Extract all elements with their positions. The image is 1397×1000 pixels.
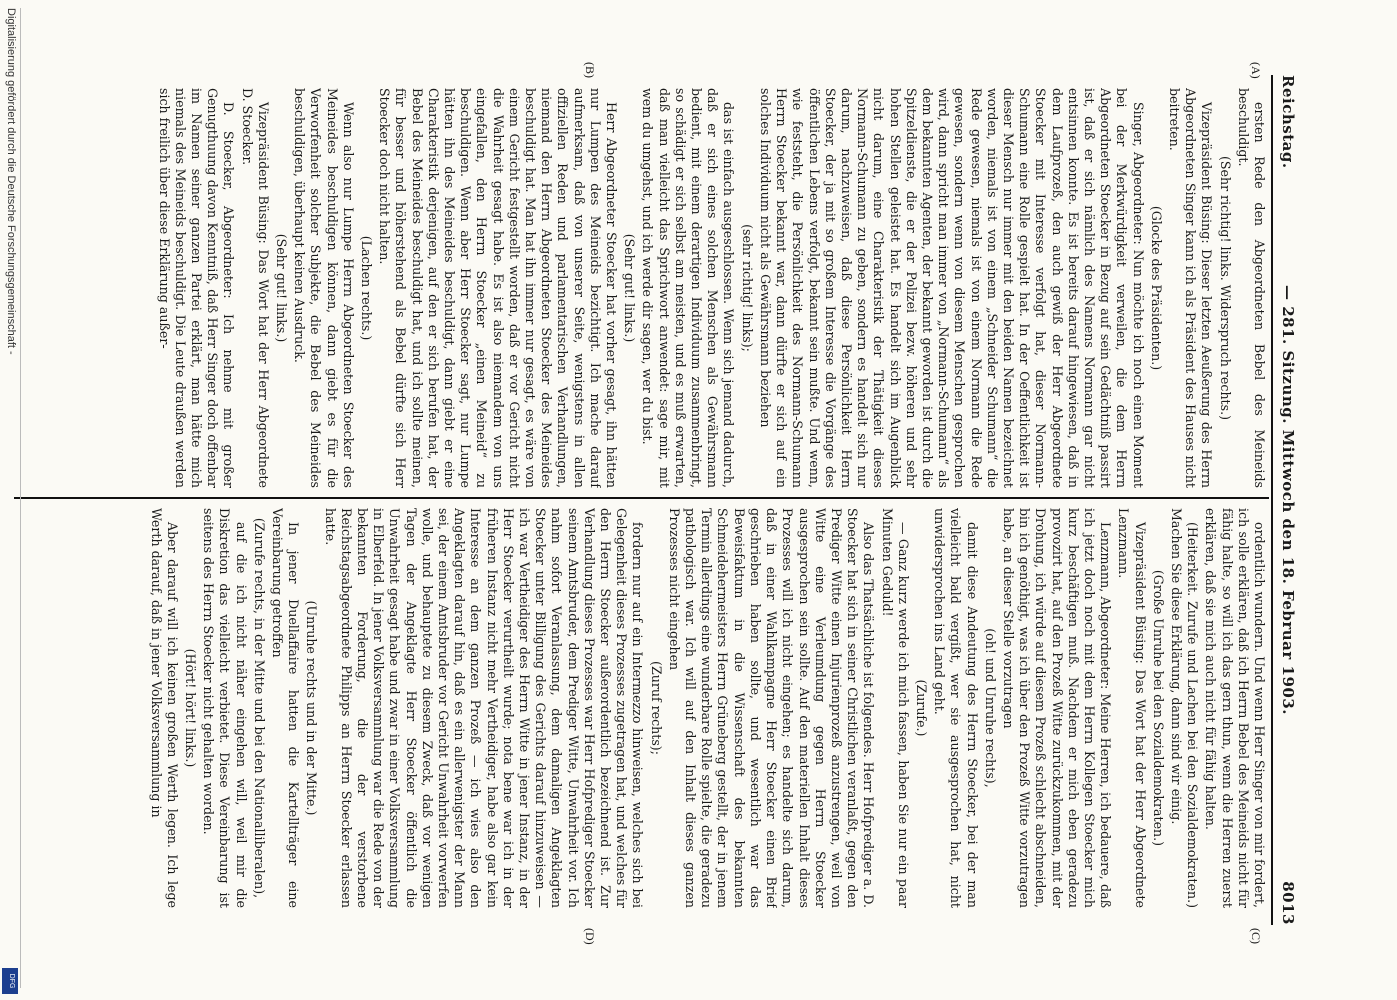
right-column-paragraph: (Zuruf rechts); bbox=[648, 661, 664, 755]
margin-mark-c: (C) bbox=[1249, 928, 1263, 944]
right-column bbox=[27, 508, 1267, 908]
left-column-paragraph: Wenn also nur Lumpe Herrn Abgeordneten Stoecker des Meineides beschuldigen können, dann giebt es für die Verworfenheit solcher Subjekte, die Bebel des Meineides beschuldigen, überhaupt keinen Ausdruck. bbox=[292, 88, 356, 488]
left-column-paragraph: Vizepräsident Büsing: Dieser letzten Aeußerung des Herrn Abgeordneten Singer kann ich als Präsident des Hauses nicht beitreten. bbox=[1166, 88, 1215, 488]
left-column-paragraph: (Sehr richtig! links. Widerspruch rechts.) bbox=[1217, 155, 1233, 420]
header-publication: Reichstag. bbox=[1279, 75, 1297, 169]
right-column-paragraph: Aber darauf will ich keinen großen Werth legen. Ich lege Werth darauf, daß in jener Volksversammlung in bbox=[148, 508, 180, 908]
left-column-paragraph: das ist einfach ausgeschlossen. Wenn sich jemand dadurch, daß er sich eines solchen Menschen als Gewährsmann bedient, mit einem derartigen Individuum zusammenbringt, so schädigt er sich selbst am meisten, und es muß erwarten, daß man vielleicht das Sprichwort anwendet: sage mir, mit wem du umgehst, und ich werde dir sagen, wer du bist. bbox=[640, 88, 737, 488]
margin-mark-b: (B) bbox=[583, 62, 597, 78]
header-rule bbox=[1271, 75, 1273, 925]
left-column-paragraph: (Lachen rechts.) bbox=[359, 235, 375, 341]
right-column-paragraph: (Unruhe rechts und in der Mitte.) bbox=[304, 600, 320, 816]
left-column-paragraph: D. Stoecker, Abgeordneter: Ich nehme mit großer Genugthuung davon Kenntniß, daß Herr Singer doch offenbar im Namen seiner ganzen Partei erklärt, man hätte mich niemals des Meineids beschuldigt. Die Leute draußen werden sich freilich über diese Erklärung außer- bbox=[156, 88, 237, 488]
dfg-logo-label: DFG bbox=[8, 973, 15, 989]
left-column-paragraph: (Sehr gut! links.) bbox=[622, 233, 638, 343]
left-column-paragraph: ersten Rede den Abgeordneten Bebel des Meineids beschuldigt. bbox=[1235, 88, 1267, 488]
right-column-paragraph: Vizepräsident Büsing: Das Wort hat der Herr Abgeordnete Lenzmann. bbox=[1116, 508, 1148, 908]
dfg-logo bbox=[2, 968, 18, 994]
left-column-paragraph: Vizepräsident Büsing: Das Wort hat der Herr Abgeordnete D. Stoecker. bbox=[239, 88, 271, 488]
right-column-paragraph: Lenzmann, Abgeordneter: Meine Herren, ich bedauere, daß ich jetzt doch noch mit dem Herrn Kollegen Stoecker mich kurz beschäftigen muß. Nachdem er mich eben geradezu provozirt hat, auf den Prozeß Witte zurückzukommen, mit der Drohung, ich würde auf diesem Prozeß schlecht abschneiden, bin ich genöthigt, was ich über den Prozeß Witte vorzutragen habe, an dieser Stelle vorzutragen bbox=[1000, 508, 1114, 908]
right-column-paragraph: (Zurufe.) bbox=[913, 679, 929, 737]
right-column-paragraph: (oh! und Unruhe rechts), bbox=[982, 628, 998, 788]
right-column-paragraph: (Zurufe rechts, in der Mitte und bei den Nationalliberalen), bbox=[251, 517, 267, 899]
header-page-number: 8013 bbox=[1279, 881, 1297, 925]
right-column-paragraph: (Große Unruhe bei den Sozialdemokraten.) bbox=[1150, 569, 1166, 847]
left-column-paragraph: Singer, Abgeordneter: Nun möchte ich noch einen Moment bei der Merkwürdigkeit verweilen, die dem Herrn Abgeordneten Stoecker in Bezug auf sein Gedächtniß passirt ist, daß er sich nämlich des Namens Normann gar nicht entsinnen konnte. Es ist bereits darauf hingewiesen, daß in dem Laufprozeß, den auch gewiß der Herr Abgeordnete Stoecker mit Interesse verfolgt hat, dieser Normann-Schumann eine Rolle gespielt hat. In der Oeffentlichkeit ist dieser Mensch nur immer mit den beiden Namen bezeichnet worden, niemals ist von einem „Schneider Schumann“ die Rede gewesen, niemals ist von einem Normann die Rede gewesen, sondern wenn von diesem Menschen gesprochen wird, dann spricht man immer von „Normann-Schumann“ als dem bekannten Agenten, der bekannt geworden ist durch die Spitzeldienste, die er der Polizei bezw. höheren und sehr hohen Stellen geleistet hat. Es handelt sich im Augenblick nicht darum, eine Charakteristik der Thätigkeit dieses Normann-Schumann zu geben, sondern es handelt sich nur darum, nachzuweisen, daß diese Persönlichkeit Herrn Stoecker, der ja mit so großem Interesse die Vorgänge des öffentlichen Lebens verfolgt, bekannt sein mußte. Und wenn, wie feststeht, die Persönlichkeit des Normann-Schumann Herrn Stoecker bekannt war, dann dürfte er sich auf ein solches Individuum nicht als Gewährsmann beziehen bbox=[757, 88, 1146, 488]
right-column-paragraph: In jener Duellaffaire hatten die Kartellträger eine Vereinbarung getroffen bbox=[270, 508, 302, 908]
margin-mark-d: (D) bbox=[583, 928, 597, 945]
right-column-paragraph: ordentlich wundern. Und wenn Herr Singer von mir fordert, ich solle erklären, daß ich Herrn Bebel des Meineids nicht für fähig halte, so will ich das gern thun, wenn die Herren zuerst erklären, daß sie mich auch nicht für fähig halten. bbox=[1203, 508, 1267, 908]
column-divider bbox=[14, 497, 1269, 499]
left-column-paragraph: (sehr richtig! links); bbox=[739, 224, 755, 352]
page-header bbox=[1273, 75, 1297, 925]
right-column-paragraph: (Heiterkeit. Zurufe und Lachen bei den Sozialdemokraten.) Machen Sie diese Erklärung, dann sind wir einig. bbox=[1168, 508, 1201, 908]
right-column-paragraph: damit diese Andeutung des Herrn Stoecker, bei der man vielleicht bald vergißt, wer sie ausgesprochen hat, nicht unwidersprochen ins Land geht. bbox=[932, 508, 980, 908]
right-column-paragraph: fordern nur auf ein Intermezzo hinweisen, welches sich bei Gelegenheit dieses Prozesses zugetragen hat, und welches für den Herrn Stoecker außerordentlich bezeichnend ist. Zur Verhandlung dieses Prozesses war Herr Hofprediger Stoecker seinem Amtsbruder, dem Prediger Witte, Unwahrheit vor. Ich nahm sofort Veranlassung, dem damaligen Angeklagten Stoecker unter Billigung des Gerichts darauf hinzuweisen — ich war Vertheidiger des Herrn Witte in jener Instanz, in der Herr Stoecker verurtheilt wurde; nota bene war ich in der früheren Instanz nicht mehr Vertheidiger, habe also gar kein Interesse an dem ganzen Prozeß — ich wies also den Angeklagten darauf hin, daß es ein allerwenigster der Mann sei, der einem Amtsbruder vor Gericht Unwahrheit vorwerfen wolle, und behauptete zu diesem Zweck, daß vor wenigen Tagen der Angeklagte Herr Stoecker öffentlich die Unwahrheit gesagt habe und zwar in einer Volksversammlung in Elberfeld. In jener Volksversammlung war die Rede von der bekannten Forderung, die der verstorbene Reichstagsabgeordnete Philipps an Herrn Stoecker erlassen hatte. bbox=[322, 508, 646, 908]
right-column-paragraph: (Hört! hört! links.) bbox=[183, 648, 198, 768]
margin-mark-a: (A) bbox=[1249, 62, 1263, 79]
left-column-paragraph: (Sehr gut! links.) bbox=[274, 233, 290, 343]
right-column-paragraph: auf die ich nicht näher eingehen will, weil mir die Diskretion das vielleicht verbietet. Diese Vereinbarung ist seitens des Herrn Stoecker nicht gehalten worden. bbox=[201, 508, 249, 908]
left-column-paragraph: (Glocke des Präsidenten.) bbox=[1148, 205, 1164, 371]
left-column bbox=[27, 88, 1267, 488]
right-column-paragraph: Also das Thatsächliche ist folgendes. Herr Hofprediger a. D. Stoecker hat sich in seiner Christlichen veranlaßt, gegen den Prediger Witte einen Injurienprozeß anzustrengen, weil von Witte eine Verleumdung gegen Herrn Stoecker ausgesprochen sein sollte. Auf den materiellen Inhalt dieses Prozesses will ich nicht eingehen; es handelte sich darum, daß in einer Wahlkampagne Herr Stoecker einen Brief geschrieben haben sollte, und wesentlich war das Beweisfaktum in die Wissenschaft des bekannten Schmeidehermeisters Herrn Grüneberg gestellt, der in jenem Termin allerdings eine wunderbare Rolle spielte, die geradezu pathologisch war. Ich will auf den Inhalt dieses ganzen Prozesses nicht eingehen bbox=[666, 508, 877, 908]
header-session-date: — 281. Sitzung. Mittwoch den 18. Februar 1903. bbox=[1279, 285, 1297, 715]
left-column-paragraph: Herr Abgeordneter Stoecker hat vorher gesagt, ihn hätten nur Lumpen des Meineids bezichtigt. Ich mache darauf aufmerksam, daß von unserer Seite, wenigstens in allen offiziellen Reden und parlamentarischen Verhandlungen, niemand den Herrn Abgeordneten Stoecker des Meineides beschuldigt hat. Man hat ihn immer nur gesagt, es wäre von einem Gericht festgestellt worden, daß er vor Gericht nicht die Wahrheit gesagt habe. Es ist also niemandem von uns eingefallen, den Herrn Stoecker „einen Meineid“ zu beschuldigen. Wenn aber Herr Stoecker sagt, nur Lumpe hätten ihn des Meineides beschuldigt, dann giebt er eine Charakteristik derjenigen, auf den er sich berufen hat, der Bebel des Meineides beschuldigt hat, und ich sollte meinen, für besser und höherstehend als Bebel dürfte sich Herr Stoecker doch nicht halten. bbox=[377, 88, 620, 488]
right-column-paragraph: — Ganz kurz werde ich mich fassen, haben Sie nur ein paar Minuten Geduld! bbox=[879, 508, 911, 908]
page-footer bbox=[0, 8, 21, 988]
footer-credit: Digitalisierung gefördert durch die Deutsche Forschungsgemeinschaft - bbox=[5, 8, 17, 355]
